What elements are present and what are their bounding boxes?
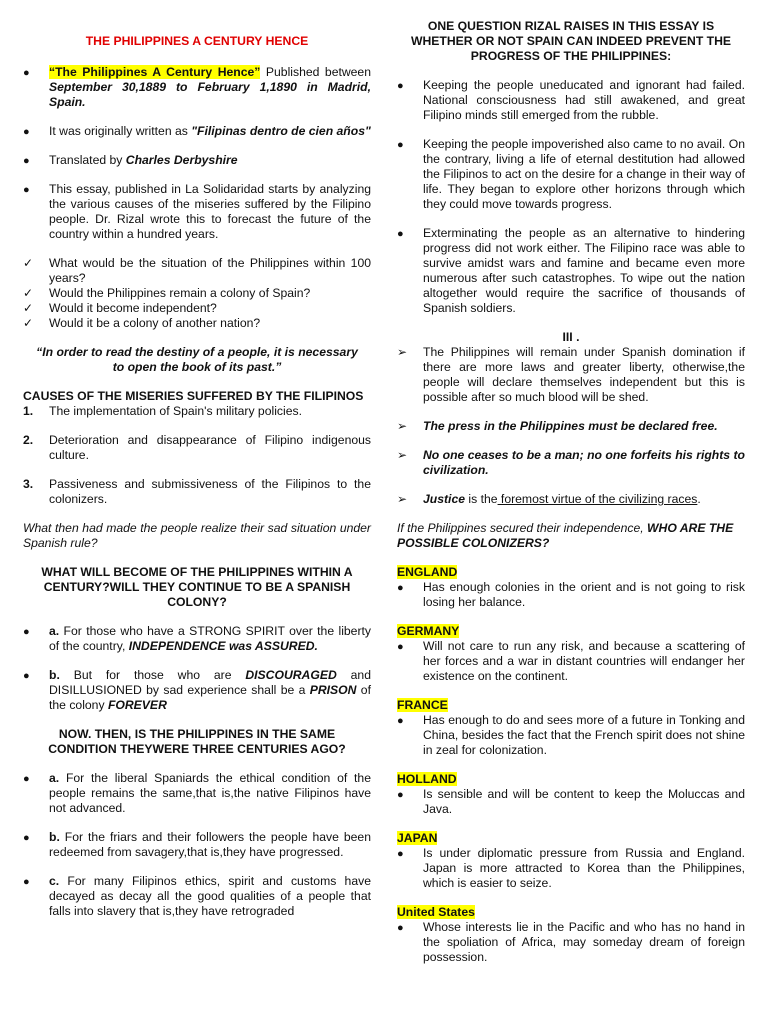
condition-item: ● a. For the liberal Spaniards the ethical condition of the people remains the same,that is,the native Filipinos have not advanced. <box>23 771 371 816</box>
bullet-icon <box>397 920 404 936</box>
left-column <box>23 34 371 919</box>
discouraged-item: ● b. But for those who are DISCOURAGED and DISILLUSIONED by sad experience shall be a PRISON of the colony FOREVER <box>23 668 371 713</box>
arrow-item: ➢ Justice is the foremost virtue of the civilizing races. <box>397 492 745 507</box>
bullet-icon <box>23 874 30 890</box>
realization-question: What then had made the people realize their sad situation under Spanish rule? <box>23 521 371 550</box>
century-heading: WHAT WILL BECOME OF THE PHILIPPINES WITHIN A CENTURY?WILL THEY CONTINUE TO BE A SPANISH COLONY? <box>41 565 353 609</box>
country-text: ● Is sensible and will be content to keep the Moluccas and Java. <box>397 787 745 817</box>
bullet-icon <box>397 846 404 862</box>
bullet-icon <box>23 771 30 787</box>
bullet-icon <box>23 182 30 198</box>
causes-list <box>23 404 371 507</box>
check-item: ✓ Would the Philippines remain a colony of Spain? <box>23 286 371 301</box>
progress-heading: ONE QUESTION RIZAL RAISES IN THIS ESSAY IS WHETHER OR NOT SPAIN CAN INDEED PREVENT THE PROGRESS OF THE PHILIPPINES: <box>410 19 732 63</box>
arrow-icon <box>397 448 407 463</box>
bullet-icon <box>23 830 30 846</box>
country-name: United States <box>397 905 475 919</box>
bullet-icon <box>397 580 404 596</box>
check-icon <box>23 256 33 271</box>
arrow-item: ➢ The press in the Philippines must be declared free. <box>397 419 745 434</box>
check-icon <box>23 286 33 301</box>
check-list <box>23 256 371 331</box>
bullet-icon <box>397 787 404 803</box>
country-text: ● Will not care to run any risk, and because a scattering of her forces and a war in distant countries will endanger her existence on the continent. <box>397 639 745 684</box>
roman-numeral: III . <box>562 330 580 344</box>
intro-original-title: ● It was originally written as "Filipinas dentro de cien años" <box>23 124 371 139</box>
arrow-icon <box>397 492 407 507</box>
causes-heading: CAUSES OF THE MISERIES SUFFERED BY THE FILIPINOS <box>23 389 364 403</box>
bullet-icon <box>23 668 30 684</box>
cause-item: 2. Deterioration and disappearance of Filipino indigenous culture. <box>23 433 371 462</box>
arrow-item: ➢ The Philippines will remain under Spanish domination if there are more laws and greater liberty, otherwise,the people will declare themselves independent but this is possible after so much blood will be shed. <box>397 345 745 405</box>
country-name: JAPAN <box>397 831 438 845</box>
bullet-icon <box>397 713 404 729</box>
bullet-icon <box>23 124 30 140</box>
arrow-item: ➢ No one ceases to be a man; no one forfeits his rights to civilization. <box>397 448 745 478</box>
rizal-quote: “In order to read the destiny of a people, it is necessary to open the book of its past.” <box>36 345 358 374</box>
country-list <box>397 565 745 965</box>
country-text: ● Is under diplomatic pressure from Russia and England. Japan is more attracted to Korea than the Philippines, which is easier to seize. <box>397 846 745 891</box>
progress-point: ● Keeping the people impoverished also came to no avail. On the contrary, living a life of eternal destitution had allowed the Filipinos to act on the desire for a change in their way of life. They began to explore other horizons through which they could move towards progress. <box>397 137 745 212</box>
spirit-item: ● a. For those who have a STRONG SPIRIT over the liberty of the country, INDEPENDENCE was ASSURED. <box>23 624 371 654</box>
page-title: THE PHILIPPINES A CENTURY HENCE <box>85 34 309 48</box>
condition-item: ● b. For the friars and their followers the people have been redeemed from savagery,that is,they have progressed. <box>23 830 371 860</box>
intro-published: ● “The Philippines A Century Hence” Published between September 30,1889 to February 1,1890 in Madrid, Spain. <box>23 65 371 110</box>
bullet-icon <box>397 226 404 242</box>
arrow-icon <box>397 419 407 434</box>
condition-heading: NOW. THEN, IS THE PHILIPPINES IN THE SAME CONDITION THEYWERE THREE CENTURIES AGO? <box>48 727 346 756</box>
check-icon <box>23 301 33 316</box>
country-text: ● Whose interests lie in the Pacific and who has no hand in the spoliation of Africa, may someday dream of foreign possession. <box>397 920 745 965</box>
country-name: HOLLAND <box>397 772 457 786</box>
country-name: FRANCE <box>397 698 448 712</box>
bullet-icon <box>23 624 30 640</box>
bullet-icon <box>397 137 404 153</box>
bullet-icon <box>23 65 30 81</box>
colonizer-question: If the Philippines secured their independence, WHO ARE THE POSSIBLE COLONIZERS? <box>397 521 734 550</box>
country-name: ENGLAND <box>397 565 458 579</box>
progress-point: ● Exterminating the people as an alternative to hindering progress did not work either. The Filipino race was able to survive amidst wars and famine and became even more numerous after such catastrophes. To wipe out the nation altogether would require the sacrifice of thousands of Spanish soldiers. <box>397 226 745 316</box>
country-text: ● Has enough colonies in the orient and is not going to risk losing her balance. <box>397 580 745 610</box>
check-icon <box>23 316 33 331</box>
bullet-icon <box>23 153 30 169</box>
cause-item: 3. Passiveness and submissiveness of the Filipinos to the colonizers. <box>23 477 371 506</box>
bullet-icon <box>397 639 404 655</box>
check-item: ✓ Would it be a colony of another nation? <box>23 316 371 331</box>
check-item: ✓ What would be the situation of the Philippines within 100 years? <box>23 256 371 286</box>
condition-item: ● c. For many Filipinos ethics, spirit and customs have decayed as decay all the good qualities of a people that falls into slavery that is,they have retrograded <box>23 874 371 919</box>
bullet-icon <box>397 78 404 94</box>
country-name: GERMANY <box>397 624 460 638</box>
intro-translator: ● Translated by Charles Derbyshire <box>23 153 371 168</box>
right-column <box>397 19 745 965</box>
check-item: ✓ Would it become independent? <box>23 301 371 316</box>
cause-item: 1. The implementation of Spain's military policies. <box>23 404 302 418</box>
intro-essay-summary: ● This essay, published in La Solidaridad starts by analyzing the various causes of the miseries suffered by the Filipino people. Dr. Rizal wrote this to forecast the future of the country within a hundred years. <box>23 182 371 242</box>
arrow-icon <box>397 345 407 360</box>
country-text: ● Has enough to do and sees more of a future in Tonking and China, besides the fact that the French spirit does not shine in zeal for colonization. <box>397 713 745 758</box>
progress-point: ● Keeping the people uneducated and ignorant had failed. National consciousness had still awakened, and great Filipino minds still emerged from the rubble. <box>397 78 745 123</box>
